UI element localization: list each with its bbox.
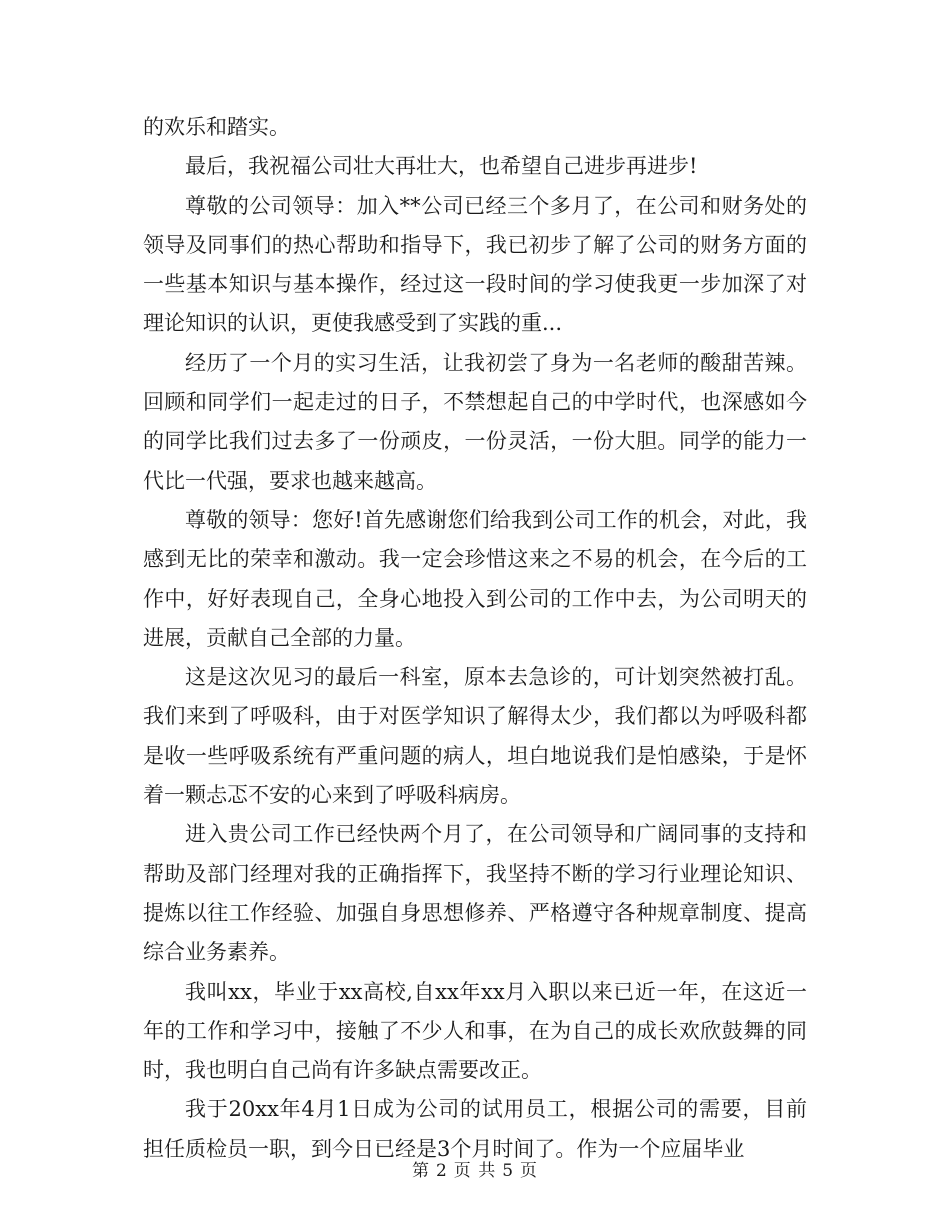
paragraph: 我于20xx年4月1日成为公司的试用员工，根据公司的需要，目前担任质检员一职，到今日已经是3个月时间了。作为一个应届毕业 bbox=[143, 1097, 807, 1161]
document-body bbox=[143, 108, 807, 1169]
footer-middle: 页 共 bbox=[453, 1161, 497, 1181]
footer-prefix: 第 bbox=[411, 1161, 430, 1181]
paragraph: 尊敬的领导：您好!首先感谢您们给我到公司工作的机会，对此，我感到无比的荣幸和激动。我一定会珍惜这来之不易的机会，在今后的工作中，好好表现自己，全身心地投入到公司的工作中去，为公司明天的进展，贡献自己全部的力量。 bbox=[143, 507, 807, 650]
paragraph-continuation: 的欢乐和踏实。 bbox=[143, 115, 290, 139]
footer-total-pages: 5 bbox=[502, 1161, 515, 1181]
paragraph: 进入贵公司工作已经快两个月了，在公司领导和广阔同事的支持和帮助及部门经理对我的正确指挥下，我坚持不断的学习行业理论知识、提炼以往工作经验、加强自身思想修养、严格遵守各种规章制度、提高综合业务素养。 bbox=[143, 822, 807, 965]
paragraph: 经历了一个月的实习生活，让我初尝了身为一名老师的酸甜苦辣。回顾和同学们一起走过的日子，不禁想起自己的中学时代，也深感如今的同学比我们过去多了一份顽皮，一份灵活，一份大胆。同学的能力一代比一代强，要求也越来越高。 bbox=[143, 350, 807, 493]
paragraph: 这是这次见习的最后一科室，原本去急诊的，可计划突然被打乱。我们来到了呼吸科，由于对医学知识了解得太少，我们都以为呼吸科都是收一些呼吸系统有严重问题的病人，坦白地说我们是怕感染，于是怀着一颗忐忑不安的心来到了呼吸科病房。 bbox=[143, 665, 807, 808]
paragraph: 尊敬的公司领导：加入**公司已经三个多月了，在公司和财务处的领导及同事们的热心帮助和指导下，我已初步了解了公司的财务方面的一些基本知识与基本操作，经过这一段时间的学习使我更一步加深了对理论知识的认识，更使我感受到了实践的重... bbox=[143, 193, 807, 336]
footer-page-number: 2 bbox=[435, 1161, 448, 1181]
paragraph: 最后，我祝福公司壮大再壮大，也希望自己进步再进步! bbox=[185, 154, 698, 179]
page-footer bbox=[0, 1156, 950, 1181]
paragraph: 我叫xx，毕业于xx高校,自xx年xx月入职以来已近一年，在这近一年的工作和学习中，接触了不少人和事，在为自己的成长欢欣鼓舞的同时，我也明白自己尚有许多缺点需要改正。 bbox=[143, 979, 807, 1083]
footer-suffix: 页 bbox=[520, 1161, 539, 1181]
